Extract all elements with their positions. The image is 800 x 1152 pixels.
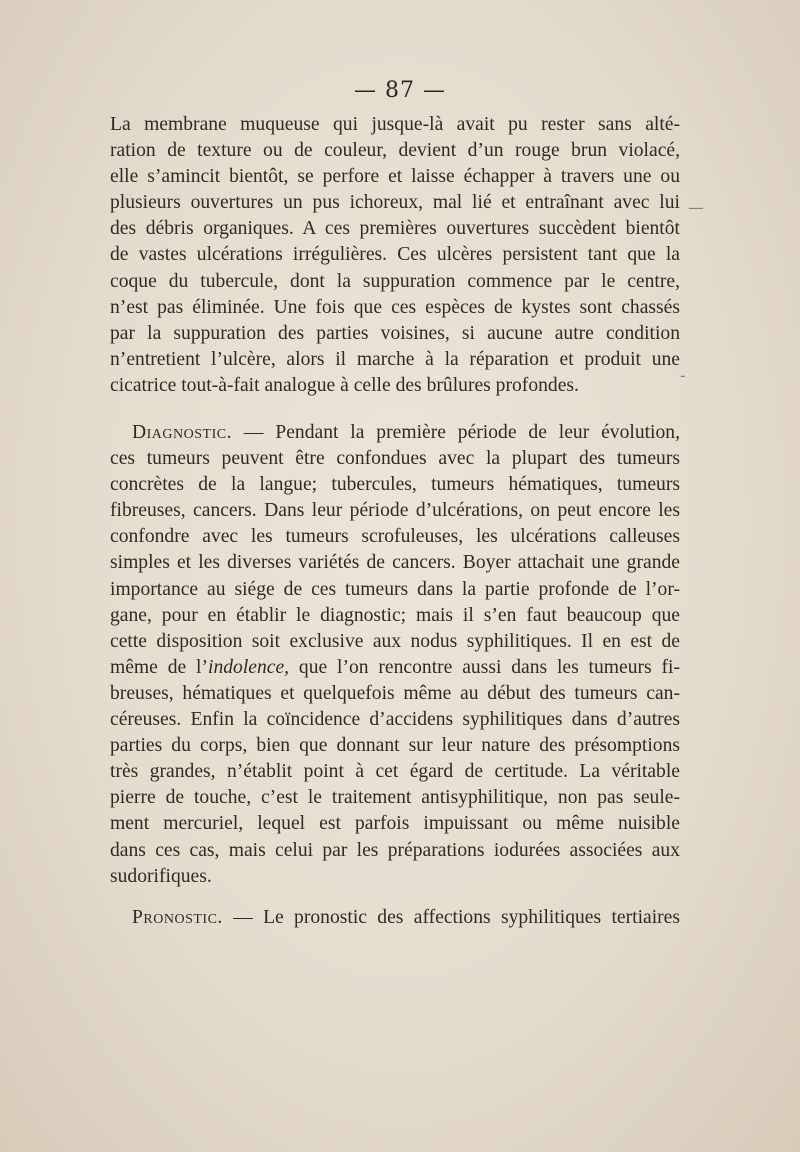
text-line: cette disposition soit exclusive aux nodus syphilitiques. Il en est de: [110, 630, 680, 652]
text-line: importance au siége de ces tumeurs dans la partie profonde de l’or-: [110, 578, 680, 600]
italic-term: indolence,: [208, 656, 290, 678]
text-line: ces tumeurs peuvent être confondues avec la plupart des tumeurs: [110, 448, 680, 470]
text-line: [110, 420, 680, 446]
text-line: n’entretient l’ulcère, alors il marche à la réparation et produit une: [110, 348, 680, 370]
heading-line-rest: — Pendant la première période de leur évolution,: [232, 422, 680, 443]
text-line: très grandes, n’établit point à cet égard de certitude. La véritable: [110, 761, 680, 783]
text-segment: même de l’: [110, 656, 208, 678]
paragraph-diagnostic: [110, 420, 680, 890]
text-line: céreuses. Enfin la coïncidence d’accidens syphilitiques dans d’autres: [110, 709, 680, 731]
section-heading-pronostic: Pronostic.: [132, 907, 223, 928]
text-line: dans ces cas, mais celui par les préparations iodurées associées aux: [110, 839, 680, 861]
page-number: — 87 —: [354, 78, 446, 103]
text-line: gane, pour en établir le diagnostic; mais il s’en faut beaucoup que: [110, 604, 680, 626]
text-line: pierre de touche, c’est le traitement antisyphilitique, non pas seule-: [110, 787, 680, 809]
text-line: La membrane muqueuse qui jusque-là avait pu rester sans alté-: [110, 114, 680, 135]
text-segment: que l’on rencontre aussi dans les tumeurs fi-: [289, 656, 680, 678]
text-line: de vastes ulcérations irrégulières. Ces ulcères persistent tant que la: [110, 244, 680, 266]
text-line: ment mercuriel, lequel est parfois impuissant ou même nuisible: [110, 813, 680, 835]
section-heading-diagnostic: Diagnostic.: [132, 422, 232, 443]
paragraph-membrane: [110, 112, 680, 399]
margin-dash-mark: -: [680, 366, 686, 385]
text-line: [110, 905, 680, 931]
text-line: simples et les diverses variétés de cancers. Boyer attachait une grande: [110, 552, 680, 574]
text-line: ration de texture ou de couleur, devient d’un rouge brun violacé,: [110, 140, 680, 162]
text-line: breuses, hématiques et quelquefois même au début des tumeurs can-: [110, 682, 680, 704]
margin-dash-mark: —: [688, 198, 704, 217]
text-line: elle s’amincit bientôt, se perfore et laisse échapper à travers une ou: [110, 166, 680, 188]
text-line: n’est pas éliminée. Une fois que ces espèces de kystes sont chassés: [110, 296, 680, 318]
paragraph-pronostic: [110, 905, 680, 931]
text-line: confondre avec les tumeurs scrofuleuses, les ulcérations calleuses: [110, 526, 680, 548]
text-line: coque du tubercule, dont la suppuration commence par le centre,: [110, 270, 680, 292]
text-line: fibreuses, cancers. Dans leur période d’ulcérations, on peut encore les: [110, 500, 680, 522]
text-line: concrètes de la langue; tubercules, tumeurs hématiques, tumeurs: [110, 474, 680, 496]
text-line: des débris organiques. A ces premières ouvertures succèdent bientôt: [110, 218, 680, 240]
heading-line-rest: — Le pronostic des affections syphilitiques tertiaires: [222, 907, 680, 928]
text-line: [110, 655, 680, 681]
text-line: cicatrice tout-à-fait analogue à celle des brûlures profondes.: [110, 374, 579, 396]
text-line: plusieurs ouvertures un pus ichoreux, mal lié et entraînant avec lui: [110, 192, 680, 214]
text-line: parties du corps, bien que donnant sur leur nature des présomptions: [110, 735, 680, 757]
text-line: par la suppuration des parties voisines, si aucune autre condition: [110, 322, 680, 344]
text-line: sudorifiques.: [110, 865, 212, 887]
